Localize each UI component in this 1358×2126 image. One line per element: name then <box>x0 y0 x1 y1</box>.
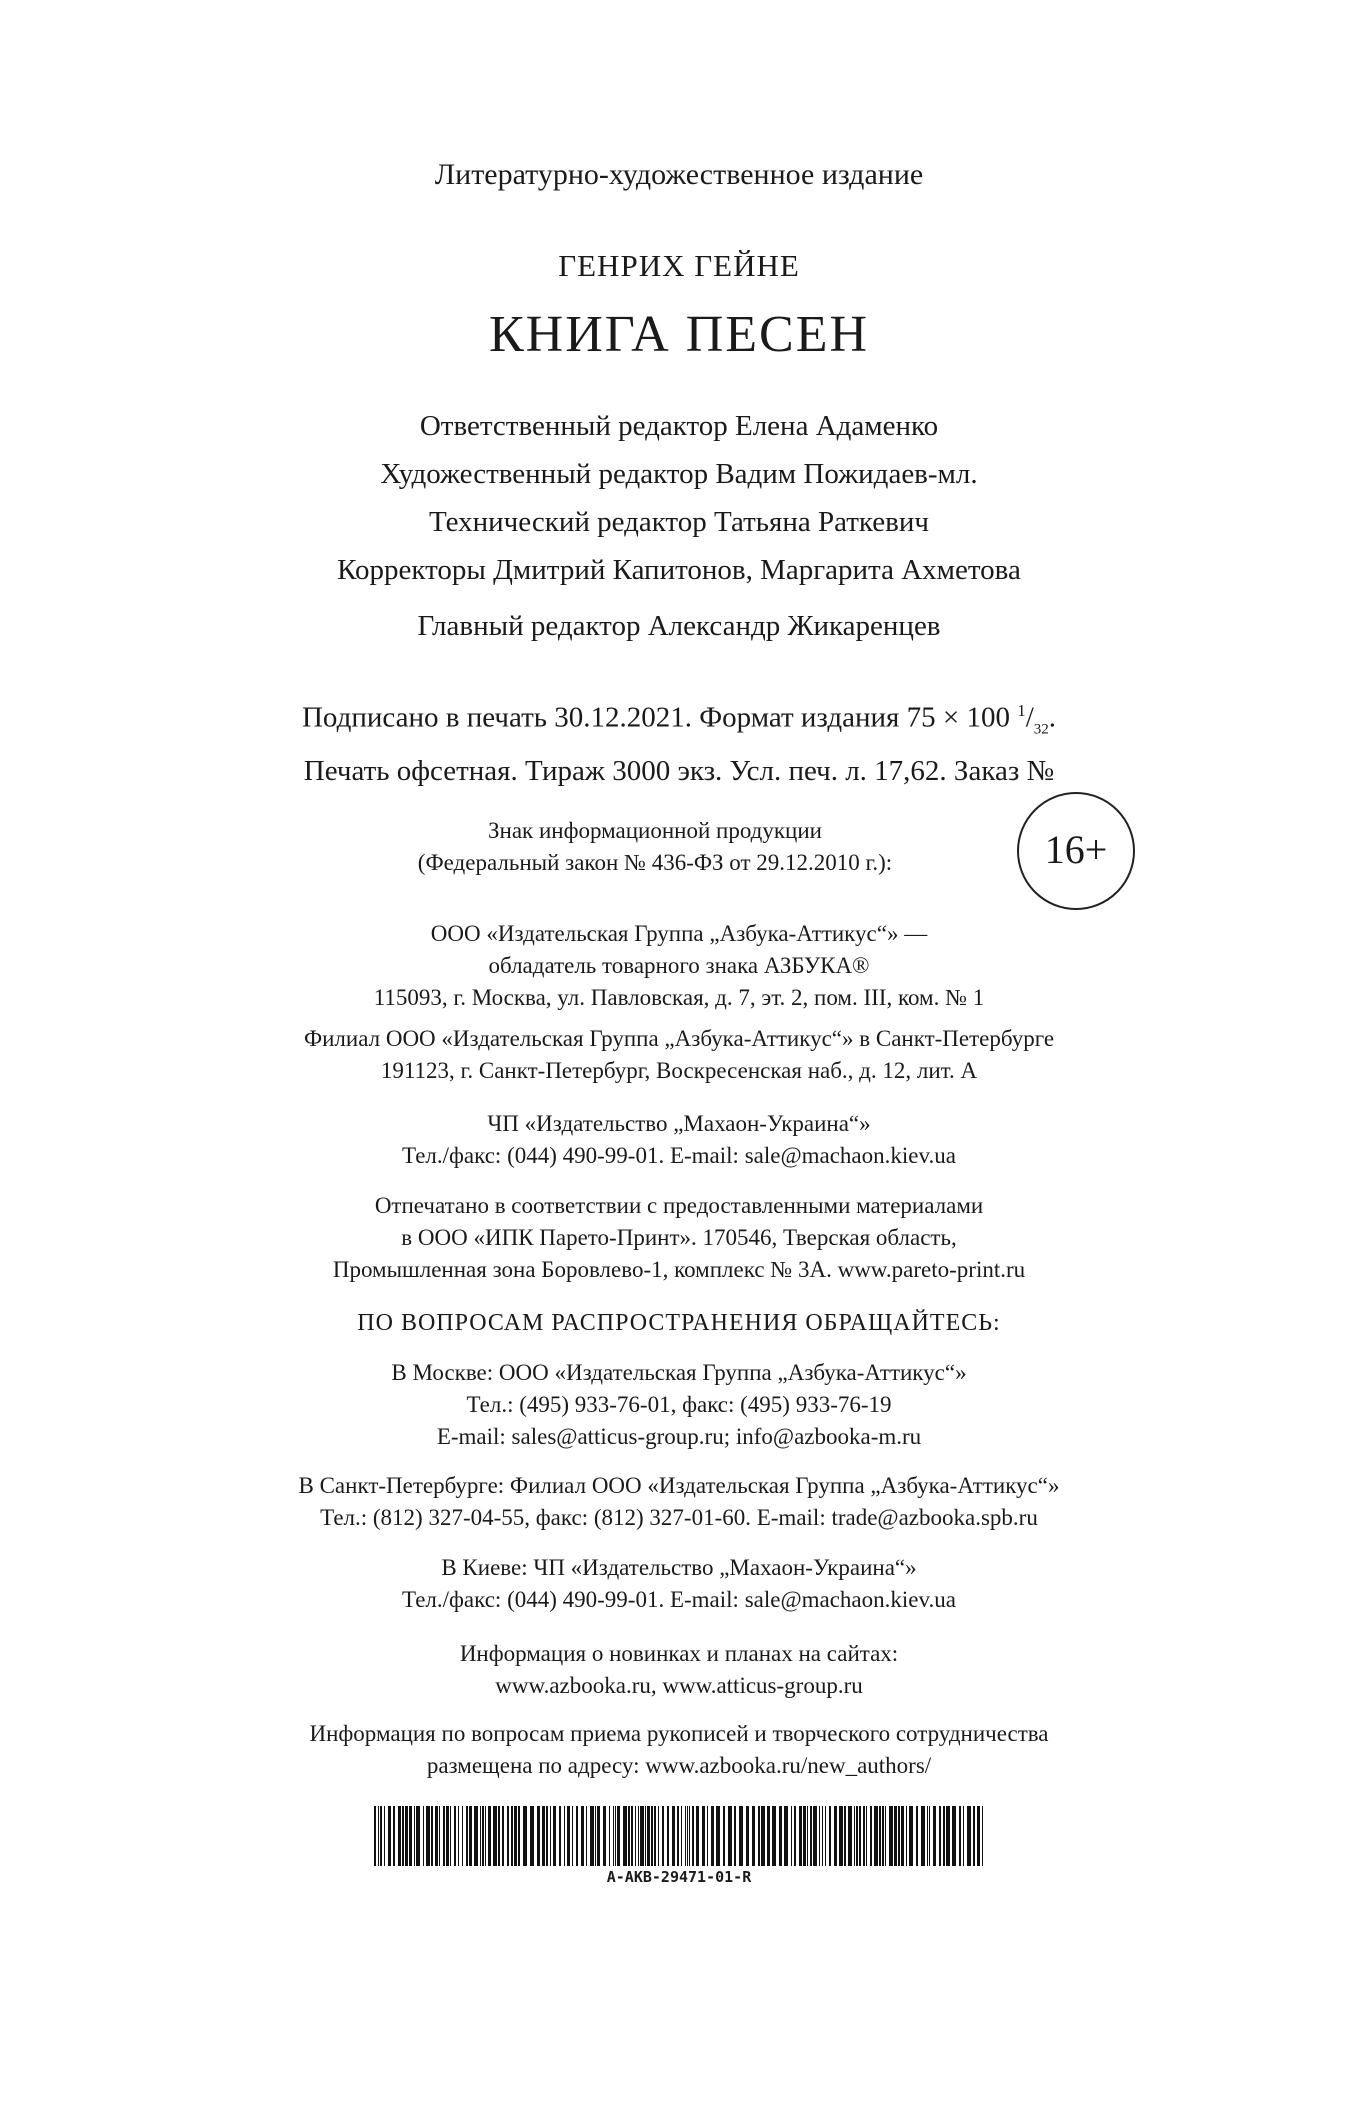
barcode-bar <box>973 1806 975 1866</box>
barcode-bar <box>963 1806 964 1866</box>
barcode-bar <box>982 1806 983 1866</box>
credits-block <box>0 402 1358 594</box>
barcode-bar <box>739 1806 743 1866</box>
barcode-bar <box>469 1806 472 1866</box>
barcode-bar <box>946 1806 950 1866</box>
barcode-bar <box>803 1806 806 1866</box>
barcode-bar <box>658 1806 659 1866</box>
credit-line: Технический редактор Татьяна Раткевич <box>429 506 929 538</box>
barcode-bar <box>388 1806 391 1866</box>
barcode-bar <box>576 1806 578 1866</box>
barcode-bar <box>623 1806 627 1866</box>
barcode-bar <box>443 1806 445 1866</box>
barcode-bar <box>758 1806 760 1866</box>
barcode-bar <box>807 1806 808 1866</box>
barcode-bar <box>859 1806 861 1866</box>
moscow-line: Тел.: (495) 933-76-01, факс: (495) 933-76-19 <box>466 1392 892 1417</box>
barcode-bar <box>959 1806 961 1866</box>
barcode-bar <box>393 1806 395 1866</box>
barcode-bar <box>431 1806 433 1866</box>
barcode-bar <box>550 1806 551 1866</box>
print-info <box>0 690 1358 792</box>
barcode-bar <box>572 1806 573 1866</box>
barcode-bar <box>894 1806 897 1866</box>
barcode-bar <box>426 1806 430 1866</box>
credit-line: Ответственный редактор Елена Адаменко <box>419 410 939 442</box>
barcode-bar <box>530 1806 534 1866</box>
barcode-bar <box>380 1806 382 1866</box>
moscow-contacts <box>0 1357 1358 1453</box>
barcode-bar <box>514 1806 517 1866</box>
barcode-bar <box>746 1806 749 1866</box>
spb-line: Тел.: (812) 327-04-55, факс: (812) 327-01-60. E-mail: trade@azbooka.spb.ru <box>320 1505 1038 1530</box>
barcode-bar <box>502 1806 504 1866</box>
author-name: ГЕНРИХ ГЕЙНЕ <box>558 248 800 283</box>
barcode-bar <box>825 1806 826 1866</box>
barcode-bar <box>628 1806 630 1866</box>
barcode-bar <box>723 1806 725 1866</box>
publisher-block <box>0 918 1358 1014</box>
barcode-bar <box>702 1806 705 1866</box>
barcode-bar <box>581 1806 584 1866</box>
barcode-bar <box>866 1806 867 1866</box>
publisher-line: ООО «Издательская Группа „Азбука-Аттикус“» — <box>430 921 928 946</box>
websites-line: www.azbooka.ru, www.atticus-group.ru <box>495 1673 863 1698</box>
barcode-bar <box>943 1806 945 1866</box>
credit-line: Корректоры Дмитрий Капитонов, Маргарита Ахметова <box>337 554 1021 586</box>
branch-line: 191123, г. Санкт-Петербург, Воскресенская наб., д. 12, лит. А <box>380 1058 978 1083</box>
barcode <box>374 1806 986 1866</box>
barcode-bar <box>687 1806 688 1866</box>
barcode-bar <box>488 1806 491 1866</box>
barcode-bar <box>466 1806 468 1866</box>
barcode-bar <box>493 1806 497 1866</box>
age-rating-badge: 16+ <box>1017 792 1135 910</box>
kiev-contacts <box>0 1552 1358 1616</box>
barcode-bar <box>617 1806 620 1866</box>
barcode-bar <box>779 1806 782 1866</box>
barcode-bar <box>711 1806 714 1866</box>
barcode-bar <box>879 1806 881 1866</box>
barcode-bar <box>667 1806 669 1866</box>
barcode-bar <box>874 1806 878 1866</box>
barcode-bar <box>546 1806 548 1866</box>
barcode-code: A-AKB-29471-01-R <box>606 1868 752 1886</box>
barcode-bar <box>752 1806 755 1866</box>
barcode-bar <box>844 1806 846 1866</box>
branch-block <box>0 1023 1358 1087</box>
age-info-line: (Федеральный закон № 436-ФЗ от 29.12.2010 г.): <box>417 850 893 875</box>
genre-line: Литературно-художественное издание <box>434 158 924 191</box>
barcode-bar <box>511 1806 513 1866</box>
barcode-bar <box>734 1806 736 1866</box>
kiev-line: Тел./факс: (044) 490-99-01. E-mail: sale@machaon.kiev.ua <box>402 1587 956 1612</box>
barcode-bar <box>672 1806 675 1866</box>
barcode-bar <box>564 1806 565 1866</box>
barcode-bar <box>856 1806 858 1866</box>
barcode-bar <box>553 1806 556 1866</box>
barcode-bar <box>485 1806 486 1866</box>
barcode-bar <box>374 1806 376 1866</box>
barcode-bar <box>696 1806 699 1866</box>
barcode-bar <box>822 1806 823 1866</box>
barcode-bar <box>929 1806 930 1866</box>
barcode-bar <box>398 1806 401 1866</box>
barcode-bar <box>647 1806 650 1866</box>
spb-line: В Санкт-Петербурге: Филиал ООО «Издательская Группа „Азбука-Аттикус“» <box>298 1473 1060 1498</box>
barcode-bar <box>761 1806 765 1866</box>
barcode-bar <box>384 1806 385 1866</box>
barcode-bar <box>662 1806 664 1866</box>
ukraine-publisher-block <box>0 1108 1358 1172</box>
barcode-bar <box>677 1806 679 1866</box>
chief-editor: Главный редактор Александр Жикаренцев <box>417 610 941 642</box>
publisher-line: 115093, г. Москва, ул. Павловская, д. 7, эт. 2, пом. III, ком. № 1 <box>373 985 985 1010</box>
barcode-bar <box>402 1806 404 1866</box>
manuscripts-info <box>0 1718 1358 1782</box>
manuscripts-line: Информация по вопросам приема рукописей и творческого сотрудничества <box>309 1721 1049 1746</box>
barcode-bar <box>640 1806 644 1866</box>
barcode-bar <box>909 1806 913 1866</box>
barcode-bar <box>645 1806 646 1866</box>
barcode-bar <box>609 1806 610 1866</box>
barcode-bar <box>414 1806 415 1866</box>
barcode-bar <box>378 1806 379 1866</box>
barcode-bar <box>567 1806 570 1866</box>
barcode-bar <box>889 1806 893 1866</box>
barcode-bar <box>462 1806 463 1866</box>
barcode-bar <box>839 1806 843 1866</box>
barcode-bar <box>542 1806 545 1866</box>
age-info-line: Знак информационной продукции <box>488 818 822 843</box>
barcode-bar <box>480 1806 481 1866</box>
barcode-bar <box>586 1806 587 1866</box>
barcode-bar <box>454 1806 456 1866</box>
moscow-line: E-mail: sales@atticus-group.ru; info@azbooka-m.ru <box>436 1424 922 1449</box>
distribution-header: ПО ВОПРОСАМ РАСПРОСТРАНЕНИЯ ОБРАЩАЙТЕСЬ: <box>357 1310 1001 1336</box>
barcode-bar <box>405 1806 408 1866</box>
spb-contacts <box>0 1470 1358 1534</box>
barcode-bar <box>613 1806 614 1866</box>
barcode-bar <box>882 1806 884 1866</box>
barcode-bar <box>885 1806 886 1866</box>
print-format-end: . <box>1048 701 1057 734</box>
barcode-bar <box>450 1806 451 1866</box>
barcode-bar <box>927 1806 928 1866</box>
barcode-bar <box>810 1806 812 1866</box>
barcode-bar <box>638 1806 639 1866</box>
barcode-bar <box>767 1806 770 1866</box>
barcode-bar <box>863 1806 865 1866</box>
barcode-bar <box>977 1806 980 1866</box>
book-title: КНИГА ПЕСЕН <box>488 306 870 363</box>
format-denominator: 32 <box>1033 721 1049 738</box>
websites-line: Информация о новинках и планах на сайтах: <box>459 1641 899 1666</box>
barcode-bar <box>921 1806 925 1866</box>
barcode-bar <box>498 1806 500 1866</box>
printing-line: Промышленная зона Боровлево-1, комплекс № 3А. www.pareto-print.ru <box>332 1257 1026 1282</box>
barcode-bar <box>537 1806 540 1866</box>
barcode-bar <box>829 1806 831 1866</box>
barcode-bar <box>681 1806 682 1866</box>
ukraine-line: Тел./факс: (044) 490-99-01. E-mail: sale@machaon.kiev.ua <box>402 1143 956 1168</box>
barcode-bar <box>794 1806 796 1866</box>
barcode-bar <box>654 1806 656 1866</box>
barcode-bar <box>692 1806 694 1866</box>
websites-info <box>0 1638 1358 1702</box>
barcode-bar <box>446 1806 449 1866</box>
barcode-bar <box>906 1806 907 1866</box>
barcode-bar <box>559 1806 561 1866</box>
barcode-bar <box>423 1806 424 1866</box>
barcode-bar <box>898 1806 900 1866</box>
barcode-bar <box>590 1806 594 1866</box>
publisher-line: обладатель товарного знака АЗБУКА® <box>488 953 870 978</box>
barcode-bar <box>635 1806 636 1866</box>
barcode-bar <box>685 1806 686 1866</box>
barcode-bar <box>952 1806 956 1866</box>
barcode-bar <box>901 1806 904 1866</box>
barcode-bar <box>603 1806 606 1866</box>
barcode-bar <box>848 1806 852 1866</box>
barcode-bar <box>518 1806 520 1866</box>
print-info-line-1: Подписано в печать 30.12.2021. Формат издания 75 × 100 $^1/_{32}$. <box>301 701 1057 738</box>
barcode-bar <box>967 1806 971 1866</box>
barcode-bar <box>813 1806 817 1866</box>
printing-block <box>0 1190 1358 1286</box>
format-numerator: 1 <box>1017 701 1026 720</box>
kiev-line: В Киеве: ЧП «Издательство „Махаон-Украина“» <box>441 1555 917 1580</box>
print-format-text: Подписано в печать 30.12.2021. Формат издания 75 × 100 <box>301 701 1018 734</box>
barcode-bar <box>784 1806 788 1866</box>
barcode-bar <box>651 1806 653 1866</box>
barcode-bar <box>631 1806 633 1866</box>
barcode-bar <box>416 1806 420 1866</box>
barcode-bar <box>716 1806 720 1866</box>
barcode-bar <box>819 1806 820 1866</box>
printing-line: Отпечатано в соответствии с предоставленными материалами <box>374 1193 984 1218</box>
barcode-bar <box>597 1806 600 1866</box>
barcode-bar <box>939 1806 941 1866</box>
barcode-bar <box>728 1806 732 1866</box>
barcode-bar <box>854 1806 855 1866</box>
barcode-bar <box>595 1806 596 1866</box>
branch-line: Филиал ООО «Издательская Группа „Азбука-Аттикус“» в Санкт-Петербурге <box>303 1026 1055 1051</box>
moscow-line: В Москве: ООО «Издательская Группа „Азбука-Аттикус“» <box>391 1360 967 1385</box>
manuscripts-line: размещена по адресу: www.azbooka.ru/new_authors/ <box>426 1753 932 1778</box>
barcode-bar <box>439 1806 440 1866</box>
barcode-bar <box>523 1806 527 1866</box>
credit-line: Художественный редактор Вадим Пожидаев-мл. <box>380 458 978 490</box>
barcode-bar <box>435 1806 438 1866</box>
barcode-bar <box>482 1806 484 1866</box>
barcode-bar <box>834 1806 837 1866</box>
barcode-bar <box>689 1806 690 1866</box>
barcode-bar <box>916 1806 918 1866</box>
barcode-bar <box>791 1806 792 1866</box>
barcode-bar <box>615 1806 616 1866</box>
age-info-text <box>340 815 970 879</box>
printing-line: в ООО «ИПК Парето-Принт». 170546, Тверская область, <box>401 1225 957 1250</box>
barcode-bar <box>870 1806 872 1866</box>
barcode-bar <box>933 1806 936 1866</box>
barcode-bar <box>507 1806 509 1866</box>
barcode-bar <box>772 1806 776 1866</box>
barcode-bar <box>409 1806 412 1866</box>
barcode-bar <box>799 1806 802 1866</box>
print-info-line-2: Печать офсетная. Тираж 3000 экз. Усл. печ. л. 17,62. Заказ № <box>303 755 1055 788</box>
barcode-bar <box>474 1806 478 1866</box>
ukraine-line: ЧП «Издательство „Махаон-Украина“» <box>487 1111 871 1136</box>
barcode-bar <box>707 1806 708 1866</box>
barcode-bar <box>458 1806 459 1866</box>
